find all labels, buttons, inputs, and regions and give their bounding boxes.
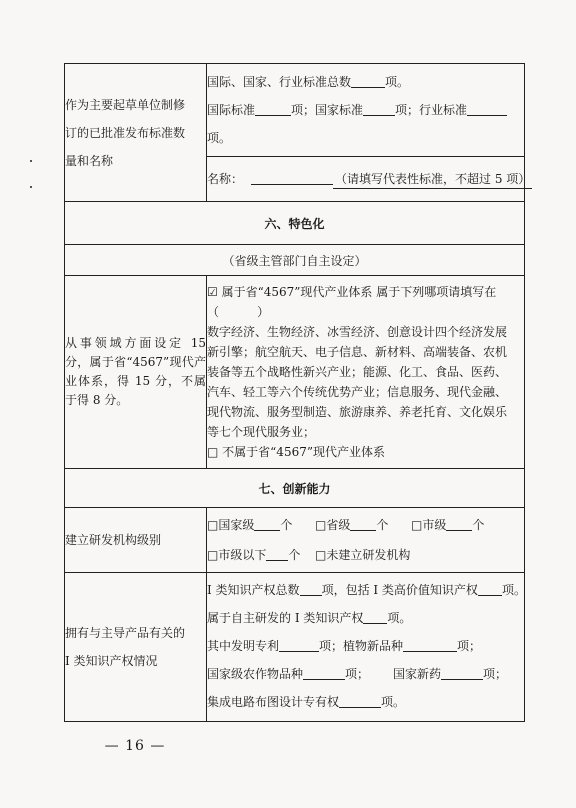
ip-self-developed-blank[interactable]	[363, 608, 387, 624]
rd-none-option[interactable]: □未建立研发机构	[315, 548, 411, 562]
section6-score-rule: 从事领域方面设定 15 分，属于省“4567”现代产业体系，得 15 分，不属于得 8 分。	[65, 276, 207, 469]
invention-patent-blank[interactable]	[279, 636, 319, 652]
application-form-table	[64, 63, 531, 722]
checked-box-icon[interactable]: ☑	[207, 285, 218, 299]
section6-body-row	[65, 276, 525, 469]
checkbox-icon[interactable]: □	[207, 548, 219, 562]
scan-speck	[30, 186, 32, 188]
scan-speck	[30, 160, 32, 162]
standards-total-line: 国际、国家、行业标准总数 项。	[207, 68, 524, 96]
ip-row	[65, 573, 525, 722]
ip-details-cell: I 类知识产权总数 项，包括 I 类高价值知识产权 项。 属于自主研发的 I 类知识产权 项。 其中发明专利 项；植物新品种 项； 国家级农作物品种 项； 国家新药 项； 集成电路布图设计专有权 项。	[207, 573, 525, 722]
option-not-belongs[interactable]: □ 不属于省“4567”现代产业体系	[207, 445, 385, 459]
rd-city-option[interactable]: □市级 个	[411, 510, 511, 540]
checkbox-icon[interactable]: □	[411, 518, 423, 532]
section7-title: 七、创新能力	[65, 469, 525, 508]
rd-institution-row	[65, 508, 525, 573]
intl-standard-blank[interactable]	[255, 100, 291, 116]
standards-counts-cell	[207, 64, 525, 157]
rd-national-option[interactable]: □国家级 个	[207, 510, 315, 540]
section6-title: 六、特色化	[65, 202, 525, 245]
standard-name-blank[interactable]	[251, 169, 333, 185]
crop-variety-blank[interactable]	[303, 664, 345, 680]
checkbox-icon[interactable]: □	[315, 518, 327, 532]
rd-institution-options	[207, 508, 525, 573]
standards-label: 作为主要起草单位制修 订的已批准发布标准数 量和名称	[65, 64, 207, 202]
ip-total-blank[interactable]	[300, 580, 322, 596]
standards-suffix-line: 项。	[207, 131, 232, 145]
unchecked-box-icon[interactable]: □	[207, 445, 219, 459]
ic-layout-blank[interactable]	[339, 692, 381, 708]
standards-name-cell: 名称： （请填写代表性标准，不超过 5 项）	[207, 157, 525, 202]
national-standard-blank[interactable]	[363, 100, 395, 116]
industry-standard-blank[interactable]	[467, 100, 507, 116]
rd-provincial-option[interactable]: □省级 个	[315, 510, 411, 540]
rd-below-city-option[interactable]: □市级以下 个	[207, 540, 315, 570]
section6-subtitle: （省级主管部门自主设定）	[65, 245, 525, 276]
plant-variety-blank[interactable]	[403, 636, 457, 652]
section6-options-cell: ☑ 属于省“4567”现代产业体系 属于下列哪项请填写在 （ ） 数字经济、生物经济、冰雪经济、创意设计四个经济发展 新引擎；航空航天、电子信息、新材料、高端装备、农机 装备等五个战略性新兴产业；能源、化工、食品、医药、 汽车、轻工等六个传统优势产业；信息服务、现代金融、 现代物流、服务型制造、旅游康养、养老托育、文化娱乐 等七个现代服务业； □ 不属于省“4567”现代产业体系	[207, 276, 525, 469]
checkbox-icon[interactable]: □	[315, 548, 327, 562]
option-belongs[interactable]: ☑ 属于省“4567”现代产业体系 属于下列哪项请填写在	[207, 285, 497, 299]
page-number: — 16 —	[104, 738, 166, 754]
rd-institution-label: 建立研发机构级别	[65, 508, 207, 573]
standards-breakdown-line: 国际标准 项；国家标准 项；行业标准	[207, 96, 524, 124]
standard-name-note: （请填写代表性标准，不超过 5 项）	[333, 171, 532, 189]
ip-high-value-blank[interactable]	[478, 580, 502, 596]
new-drug-blank[interactable]	[441, 664, 483, 680]
ip-label: 拥有与主导产品有关的 I 类知识产权情况	[65, 573, 207, 722]
section7-title-row	[65, 469, 525, 508]
option-belongs-fill-blank[interactable]: （ ）	[207, 305, 270, 319]
section6-subtitle-row	[65, 245, 525, 276]
standards-total-blank[interactable]	[351, 72, 385, 88]
section6-title-row	[65, 202, 525, 245]
checkbox-icon[interactable]: □	[207, 518, 219, 532]
